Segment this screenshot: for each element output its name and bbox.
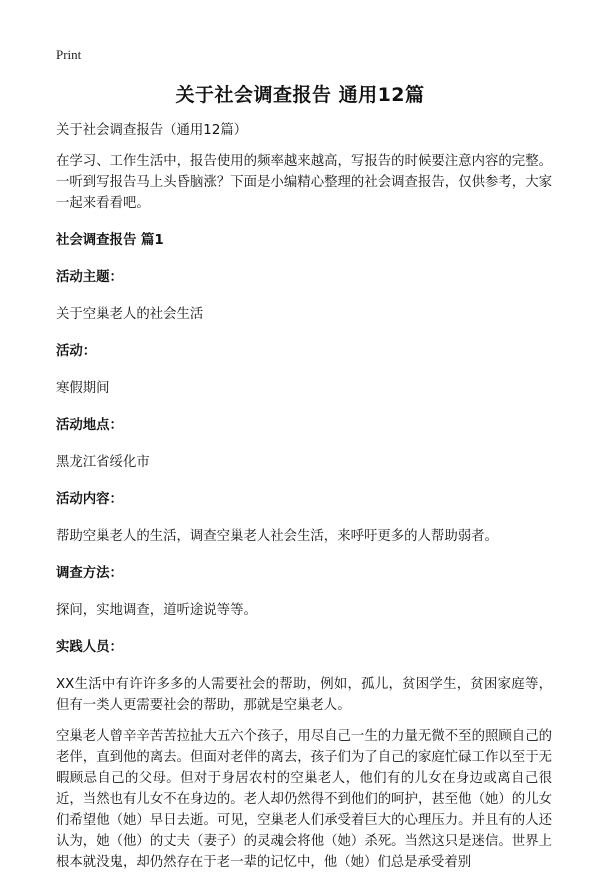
document-subtitle: 关于社会调查报告（通用12篇）	[56, 123, 248, 138]
intro-paragraph: 在学习、工作生活中，报告使用的频率越来越高，写报告的时候要注意内容的完整。一听到写报告马上头昏脑涨？下面是小编精心整理的社会调查报告，仅供参考，大家一起来看看吧。	[56, 154, 552, 211]
activity-value: 寒假期间	[56, 381, 110, 396]
content-value: 帮助空巢老人的生活，调查空巢老人社会生活，来呼吁更多的人帮助弱者。	[56, 529, 498, 544]
location-value: 黑龙江省绥化市	[56, 455, 150, 470]
theme-label: 活动主题：	[56, 270, 123, 285]
theme-value: 关于空巢老人的社会生活	[56, 307, 204, 322]
body-paragraph-1: XX生活中有许许多多的人需要社会的帮助，例如，孤儿，贫困学生，贫困家庭等，但有一类人更需要社会的帮助，那就是空巢老人。	[56, 677, 552, 713]
method-value: 探问，实地调查，道听途说等等。	[56, 603, 257, 618]
content-label: 活动内容：	[56, 492, 123, 507]
activity-label: 活动：	[56, 344, 97, 359]
people-label: 实践人员：	[56, 640, 123, 655]
document-body	[56, 120, 552, 873]
page-title: 关于社会调查报告 通用12篇	[175, 84, 425, 106]
section-title: 社会调查报告 篇1	[56, 233, 164, 248]
location-label: 活动地点：	[56, 418, 123, 433]
body-paragraph-2: 空巢老人曾辛辛苦苦拉扯大五六个孩子，用尽自己一生的力量无微不至的照顾自己的老伴，直到他的离去。但面对老伴的离去，孩子们为了自己的家庭忙碌工作以至于无暇顾忌自己的父母。但对于身居农村的空巢老人，他们有的儿女在身边或离自己很近，当然也有儿女不在身边的。老人却仍然得不到他们的呵护，甚至他（她）的儿女们希望他（她）早日去逝。可见，空巢老人们承受着巨大的心理压力。并且有的人还认为，她（他）的丈夫（妻子）的灵魂会将他（她）杀死。当然这只是迷信。世界上根本就没鬼，却仍然存在于老一辈的记忆中，他（她）们总是承受着别	[56, 729, 552, 870]
method-label: 调查方法：	[56, 566, 123, 581]
print-label: Print	[56, 47, 82, 62]
